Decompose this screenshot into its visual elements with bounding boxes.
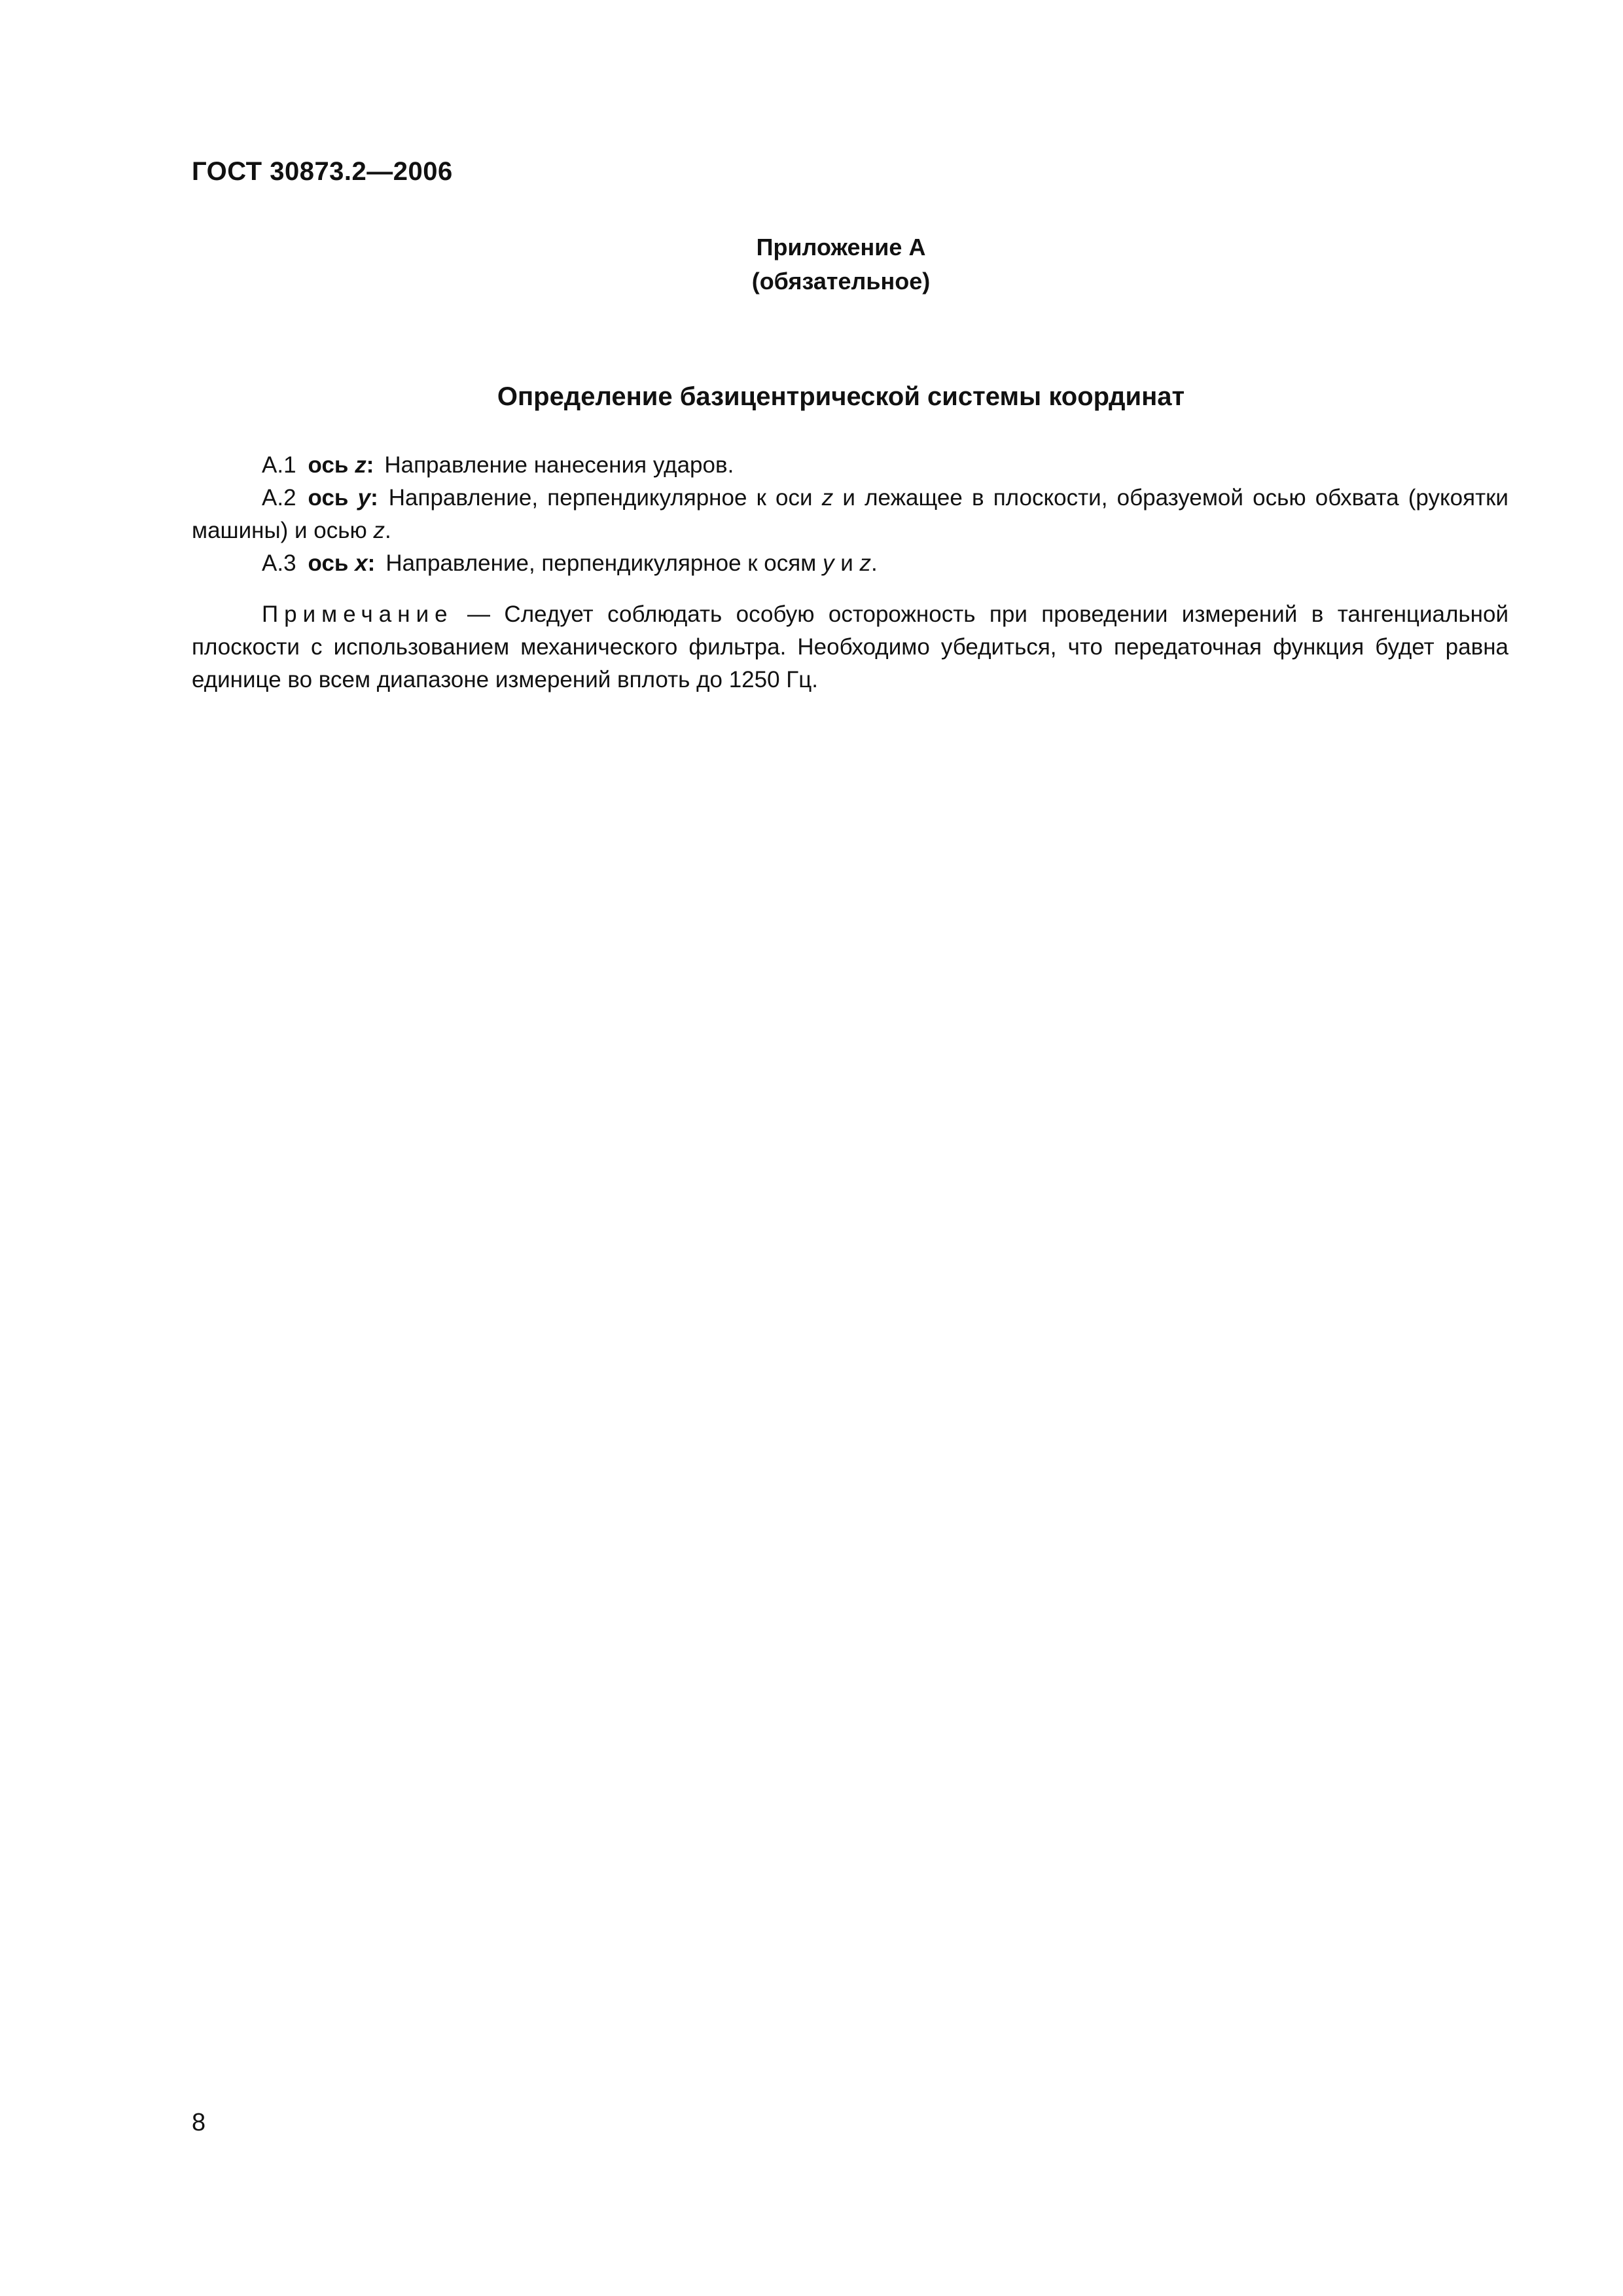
definition-item-a2 [192,482,1508,547]
body-text [192,449,1508,696]
item-definition-part: и [834,550,860,576]
item-definition-axis: z [821,485,834,511]
term-axis: x [355,550,368,576]
term-word: ось [308,452,349,478]
term-axis: z [355,452,366,478]
section-heading: Определение базицентрической системы координат [497,382,1185,411]
item-definition: Направление нанесения ударов. [384,452,734,478]
note-text: — Следует соблюдать особую осторожность при проведении измерений в тангенциальной плоскости с использованием механического фильтра. Необходимо убедиться, что передаточная функция будет равна единице во всем диапазоне измерений вплоть до 1250 Гц. [192,601,1508,692]
item-number: А.3 [262,550,296,576]
item-definition-part: Направление, перпендикулярное к оси [388,485,822,511]
annex-title: Приложение А [756,234,926,260]
note-paragraph [192,598,1508,696]
item-number: А.2 [262,485,296,511]
item-definition-axis: z [373,518,385,543]
definition-item-a3 [192,547,1508,580]
item-definition-axis: y [823,550,834,576]
item-definition-part: Направление, перпендикулярное к осям [385,550,823,576]
note-label: Примечание [262,601,454,627]
standard-id-header: ГОСТ 30873.2—2006 [192,157,453,186]
annex-block [0,230,1623,298]
item-definition-part: . [384,518,391,543]
item-definition-part: и лежащее в плоскости, образуемой осью обхвата (рукоятки машины) и осью [192,485,1508,543]
definition-item-a1 [192,449,1508,482]
term-word: ось [308,550,349,576]
item-number: А.1 [262,452,296,478]
item-term: ось y: [308,485,378,511]
page-number: 8 [192,2109,206,2136]
annex-status: (обязательное) [751,268,931,295]
item-term: ось x: [308,550,376,576]
item-definition-part: . [871,550,878,576]
item-definition-axis: z [859,550,872,576]
term-word: ось [308,485,349,511]
term-axis: y [357,485,371,511]
item-term: ось z: [308,452,374,478]
